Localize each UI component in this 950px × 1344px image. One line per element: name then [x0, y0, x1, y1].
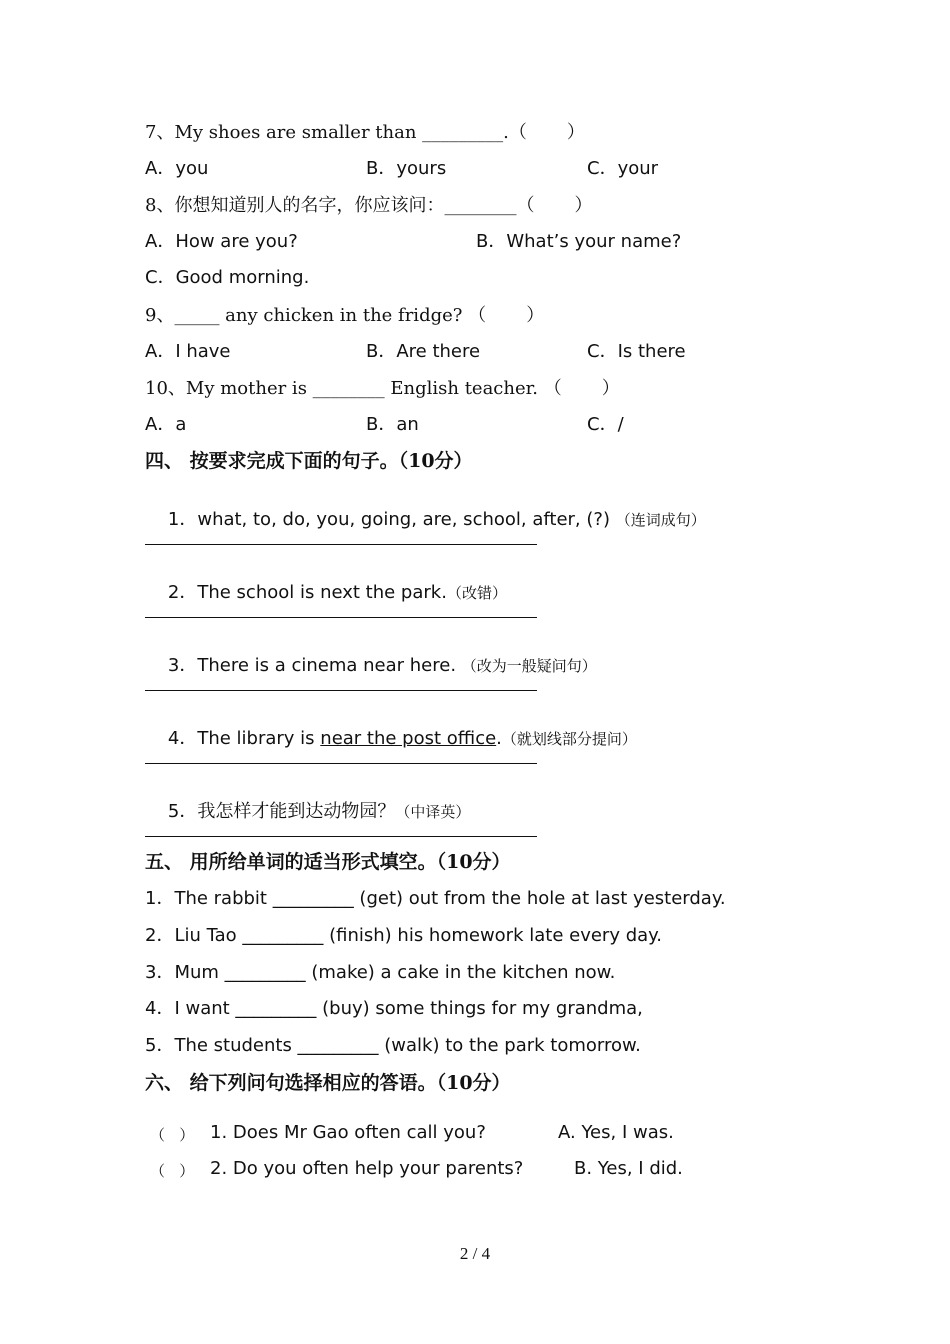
underlined-phrase: near the post office [320, 728, 497, 749]
item-text: 5．我怎样才能到达动物园？ [167, 801, 396, 822]
section-6-question-1: 1. Does Mr Gao often call you? [210, 1122, 486, 1143]
question-9-option-b: B．Are there [366, 341, 481, 362]
answer-line [145, 617, 537, 618]
item-text: 4．The library is [167, 728, 321, 749]
page-number: 2 / 4 [459, 1244, 491, 1263]
section-4-heading: 四、 按要求完成下面的句子。（10分） [145, 450, 473, 472]
answer-line [145, 690, 537, 691]
question-10-option-a: A．a [145, 414, 187, 435]
item-instruction: （就划线部分提问） [501, 730, 637, 748]
question-7-option-c: C．your [587, 158, 659, 179]
question-8-option-b: B．What’s your name? [476, 231, 682, 252]
question-10-option-b: B．an [366, 414, 419, 435]
item-instruction: （中译英） [395, 803, 471, 821]
item-instruction: （改错） [446, 584, 507, 602]
item-text-end: . [496, 728, 502, 749]
section-6-answer-b: B. Yes, I did. [574, 1158, 683, 1179]
question-9-option-c: C．Is there [587, 341, 686, 362]
question-8-option-c: C．Good morning. [145, 267, 310, 288]
question-8-prompt: 8、你想知道别人的名字，你应该问：________（ ） [145, 195, 593, 216]
item-text: 2．The school is next the park. [167, 582, 447, 603]
answer-line [145, 544, 537, 545]
question-8-option-a: A．How are you? [145, 231, 298, 252]
section-5-item-3: 3．Mum _________ (make) a cake in the kitchen now. [145, 962, 616, 983]
section-6-question-2: 2. Do you often help your parents? [210, 1158, 524, 1179]
item-text: 3．There is a cinema near here. [167, 655, 457, 676]
answer-bracket: （ ） [150, 1162, 195, 1180]
answer-line [145, 763, 537, 764]
question-9-prompt: 9、_____ any chicken in the fridge? （ ） [145, 305, 545, 326]
item-instruction: （改为一般疑问句） [461, 657, 597, 675]
item-instruction: （连词成句） [615, 511, 706, 529]
section-6-heading: 六、 给下列问句选择相应的答语。（10分） [145, 1072, 511, 1094]
question-7-prompt: 7、My shoes are smaller than _________.（ ） [145, 122, 585, 143]
question-7-option-b: B．yours [366, 158, 447, 179]
question-10-option-c: C．/ [587, 414, 624, 435]
section-5-item-4: 4．I want _________ (buy) some things for my grandma, [145, 998, 643, 1019]
question-7-option-a: A．you [145, 158, 209, 179]
section-5-heading: 五、 用所给单词的适当形式填空。（10分） [145, 851, 511, 873]
section-5-item-2: 2．Liu Tao _________ (finish) his homework late every day. [145, 925, 662, 946]
answer-line [145, 836, 537, 837]
item-text: 1．what, to, do, you, going, are, school, after, (?) [167, 509, 610, 530]
section-6-answer-a: A. Yes, I was. [558, 1122, 674, 1143]
answer-bracket: （ ） [150, 1126, 195, 1144]
section-5-item-1: 1．The rabbit _________ (get) out from the hole at last yesterday. [145, 888, 726, 909]
section-5-item-5: 5．The students _________ (walk) to the park tomorrow. [145, 1035, 641, 1056]
question-10-prompt: 10、My mother is ________ English teacher. （ ） [145, 378, 620, 399]
question-9-option-a: A．I have [145, 341, 231, 362]
